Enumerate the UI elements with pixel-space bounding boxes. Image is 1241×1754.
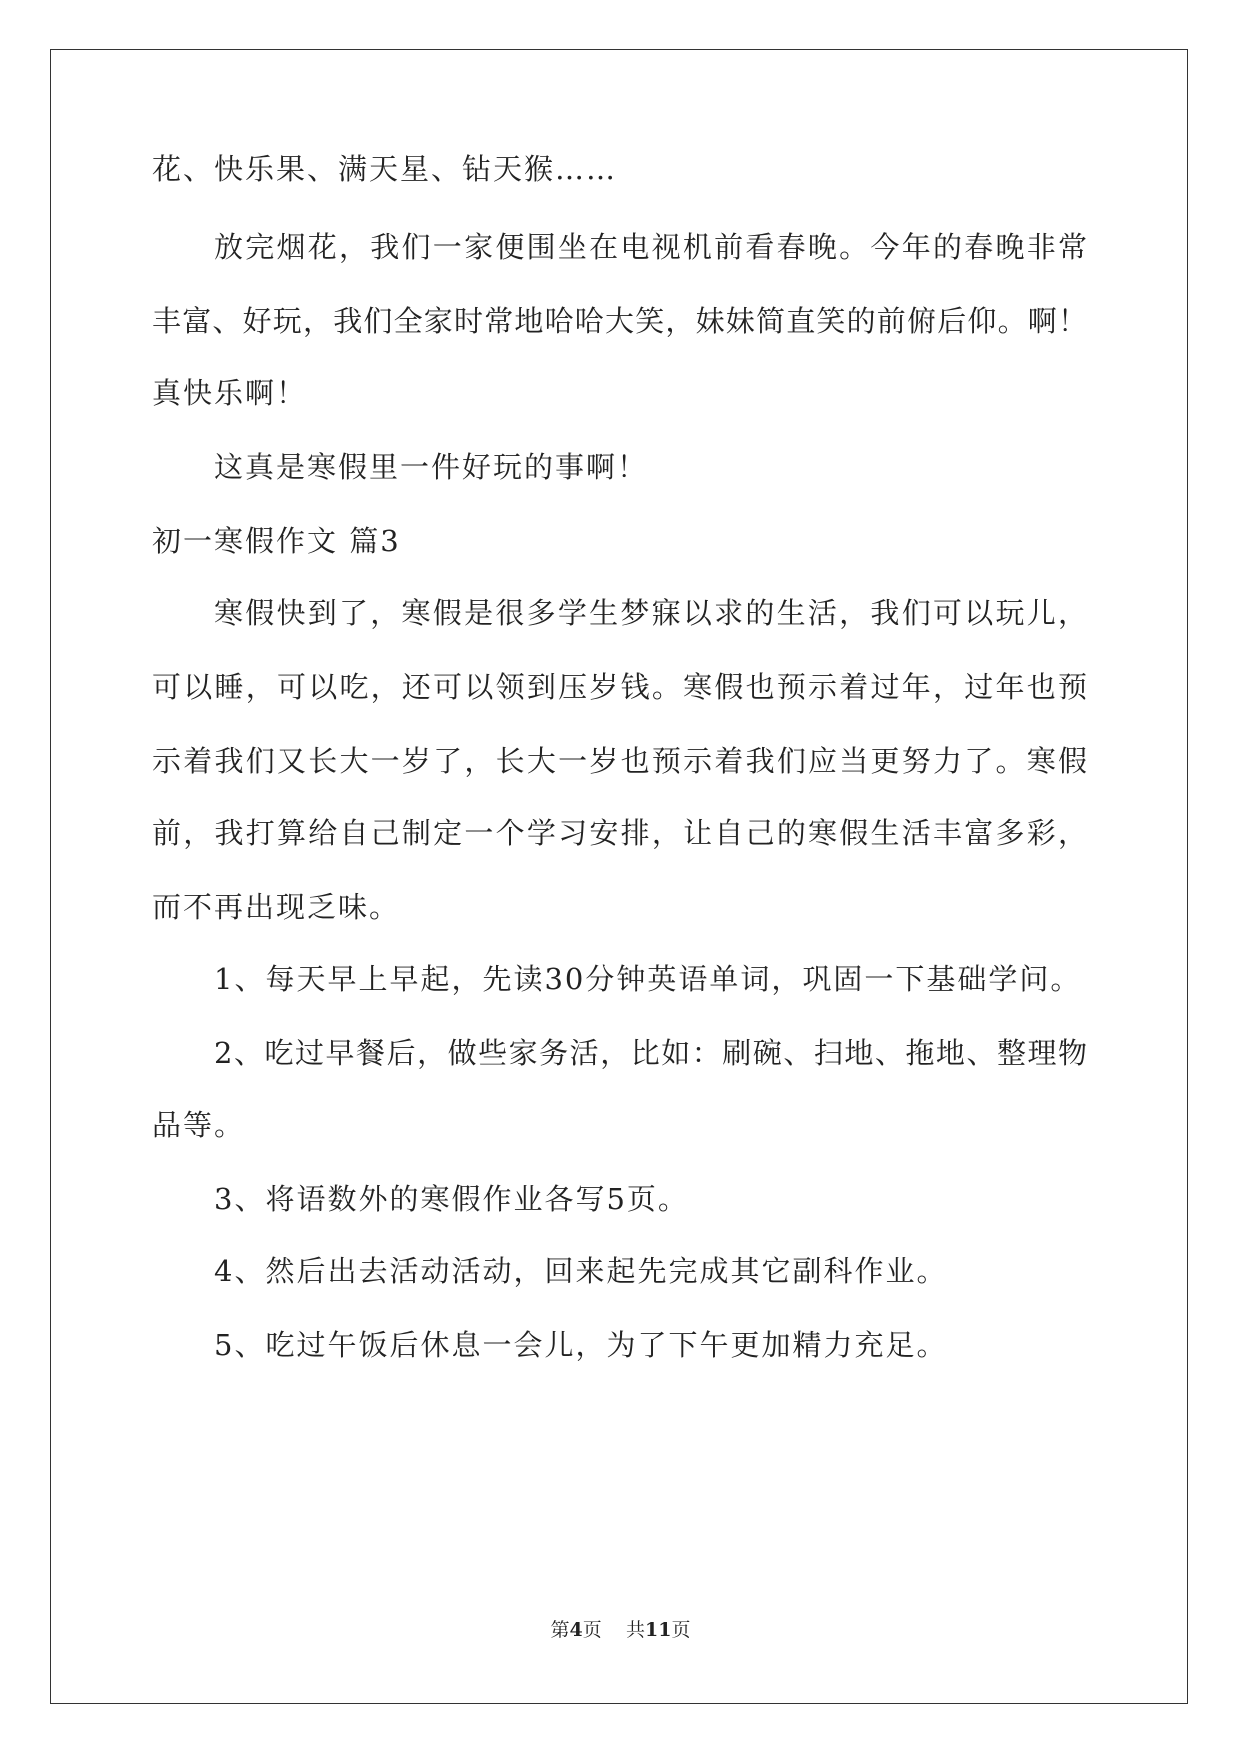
page-footer bbox=[0, 1618, 1241, 1642]
footer-page-unit: 页 bbox=[582, 1619, 602, 1641]
footer-total-pages: 11 bbox=[644, 1619, 672, 1641]
paragraph-line: 示着我们又长大一岁了，长大一岁也预示着我们应当更努力了。寒假 bbox=[152, 744, 1087, 778]
paragraph-line: 而不再出现乏味。 bbox=[152, 890, 401, 924]
list-item: 4、然后出去活动活动，回来起先完成其它副科作业。 bbox=[214, 1254, 948, 1288]
list-item-continuation: 品等。 bbox=[152, 1108, 246, 1142]
paragraph-line: 放完烟花，我们一家便围坐在电视机前看春晚。今年的春晚非常 bbox=[214, 230, 1087, 264]
section-heading: 初一寒假作文 篇3 bbox=[152, 524, 401, 558]
paragraph-line: 前，我打算给自己制定一个学习安排，让自己的寒假生活丰富多彩， bbox=[152, 816, 1087, 850]
page-border bbox=[50, 49, 1188, 1704]
footer-page-number: 4 bbox=[569, 1619, 583, 1641]
list-item: 5、吃过午饭后休息一会儿，为了下午更加精力充足。 bbox=[214, 1328, 948, 1362]
list-item: 1、每天早上早起，先读30分钟英语单词，巩固一下基础学问。 bbox=[214, 962, 1082, 996]
list-item: 2、吃过早餐后，做些家务活，比如：刷碗、扫地、拖地、整理物 bbox=[214, 1036, 1087, 1070]
footer-prefix: 第 bbox=[550, 1619, 570, 1641]
paragraph-line: 真快乐啊！ bbox=[152, 376, 308, 410]
footer-total-unit: 页 bbox=[671, 1619, 691, 1641]
text-line: 花、快乐果、满天星、钻天猴…… bbox=[152, 152, 618, 186]
paragraph-line: 可以睡，可以吃，还可以领到压岁钱。寒假也预示着过年，过年也预 bbox=[152, 670, 1087, 704]
footer-total-prefix: 共 bbox=[625, 1619, 645, 1641]
paragraph-line: 丰富、好玩，我们全家时常地哈哈大笑，妹妹简直笑的前俯后仰。啊！ bbox=[152, 304, 1087, 338]
paragraph-line: 寒假快到了，寒假是很多学生梦寐以求的生活，我们可以玩儿， bbox=[214, 596, 1087, 630]
list-item: 3、将语数外的寒假作业各写5页。 bbox=[214, 1182, 689, 1216]
paragraph-line: 这真是寒假里一件好玩的事啊！ bbox=[214, 450, 649, 484]
